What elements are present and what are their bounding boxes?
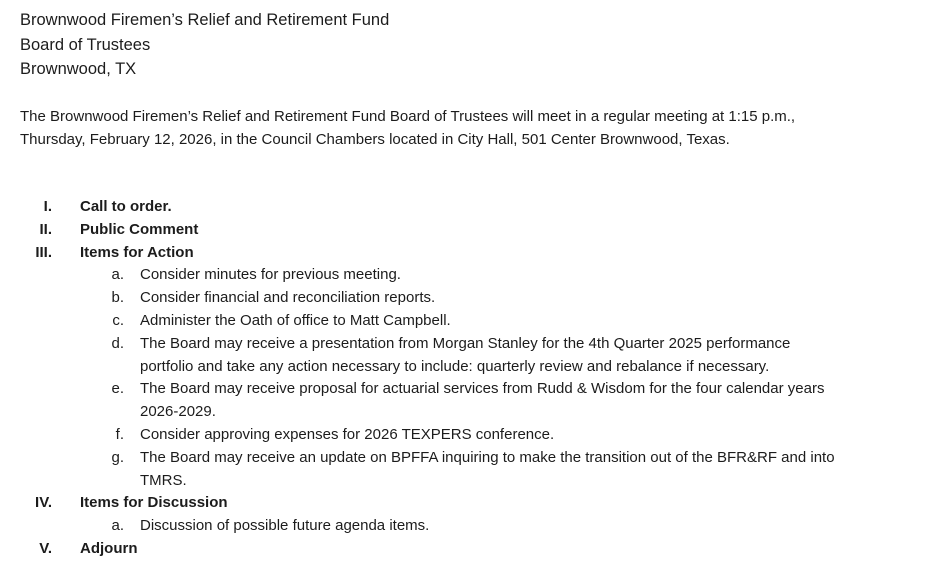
sub-item-text xyxy=(140,515,930,538)
sub-item-letter: a. xyxy=(111,517,124,535)
item-label: Items for Action xyxy=(80,243,194,261)
item-numeral: II. xyxy=(39,220,52,238)
sub-item-line: Consider approving expenses for 2026 TEXPERS conference. xyxy=(140,425,555,443)
sub-item xyxy=(0,378,942,424)
sub-item-letter: b. xyxy=(111,289,124,307)
sub-item-letter: a. xyxy=(111,266,124,284)
sub-item-line: 2026-2029. xyxy=(140,403,216,421)
sub-item-letter: f. xyxy=(115,425,124,443)
item-numeral: V. xyxy=(39,539,52,557)
agenda-item xyxy=(0,492,942,515)
sub-item-line: Consider financial and reconciliation reports. xyxy=(140,289,436,307)
sub-item xyxy=(0,287,942,310)
sub-item-line: TMRS. xyxy=(140,471,187,489)
sub-item-text xyxy=(140,333,930,379)
item-label: Public Comment xyxy=(80,220,199,238)
document-header xyxy=(20,8,389,82)
agenda-item xyxy=(0,219,942,242)
sub-item-text xyxy=(140,447,930,493)
sub-item xyxy=(0,264,942,287)
notice-line: The Brownwood Firemen’s Relief and Retirement Fund Board of Trustees will meet in a regular meeting at 1:15 p.m., xyxy=(20,108,796,125)
item-label: Items for Discussion xyxy=(80,494,228,512)
sub-item-line: The Board may receive proposal for actuarial services from Rudd & Wisdom for the four calendar years xyxy=(140,380,825,398)
fund-name: Brownwood Firemen’s Relief and Retirement Fund xyxy=(20,11,390,29)
sub-item xyxy=(0,447,942,493)
sub-item xyxy=(0,310,942,333)
sub-item xyxy=(0,333,942,379)
notice-line: Thursday, February 12, 2026, in the Council Chambers located in City Hall, 501 Center Brownwood, Texas. xyxy=(20,131,730,148)
sub-item-line: Discussion of possible future agenda items. xyxy=(140,517,430,535)
board-name: Board of Trustees xyxy=(20,35,151,54)
item-label: Adjourn xyxy=(80,539,138,557)
item-numeral: IV. xyxy=(35,494,52,512)
sub-item-line: Administer the Oath of office to Matt Campbell. xyxy=(140,311,451,329)
sub-item-letter: d. xyxy=(111,334,124,352)
sub-item-line: Consider minutes for previous meeting. xyxy=(140,266,401,284)
sub-item-text xyxy=(140,378,930,424)
sub-item-line: portfolio and take any action necessary to include: quarterly review and rebalance if necessary. xyxy=(140,357,770,375)
meeting-notice xyxy=(20,105,935,151)
sub-item-text xyxy=(140,424,930,447)
sub-item-letter: g. xyxy=(111,448,124,466)
agenda-item xyxy=(0,538,942,561)
sub-item-letter: e. xyxy=(111,380,124,398)
agenda-list xyxy=(0,196,942,561)
sub-item xyxy=(0,424,942,447)
item-numeral: I. xyxy=(43,198,52,215)
sub-item xyxy=(0,515,942,538)
item-numeral: III. xyxy=(35,243,52,261)
sub-item-line: The Board may receive a presentation from Morgan Stanley for the 4th Quarter 2025 performance xyxy=(140,334,791,352)
sub-item-text xyxy=(140,287,930,310)
location: Brownwood, TX xyxy=(20,60,137,78)
agenda-item xyxy=(0,242,942,265)
agenda-item xyxy=(0,196,942,219)
sub-item-letter: c. xyxy=(112,311,124,329)
sub-item-line: The Board may receive an update on BPFFA inquiring to make the transition out of the BFR&RF and into xyxy=(140,448,835,466)
sub-item-text xyxy=(140,310,930,333)
sub-item-text xyxy=(140,264,930,287)
item-label: Call to order. xyxy=(80,198,172,215)
